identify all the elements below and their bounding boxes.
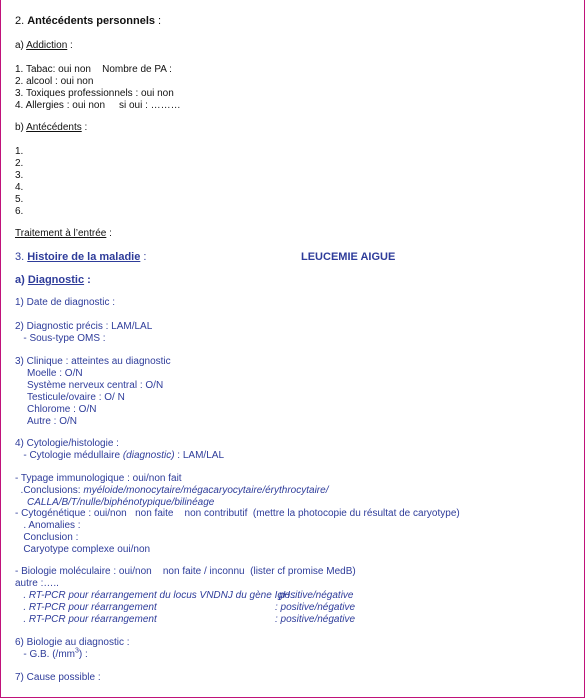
section-3-heading: 3. Histoire de la maladie : — [15, 251, 147, 263]
antecedents-heading: b) Antécédents : — [15, 122, 88, 133]
antecedents-item: 1. — [15, 146, 24, 157]
cytologie-medullaire: - Cytologie médullaire (diagnostic) : LAM/LAL — [15, 450, 224, 461]
clinique-item: Testicule/ovaire : O/ N — [27, 392, 125, 403]
date-diagnostic: 1) Date de diagnostic : — [15, 297, 116, 308]
traitement-heading: Traitement à l’entrée : — [15, 228, 112, 239]
antecedents-item: 3. — [15, 170, 24, 181]
addiction-item: 4. Allergies : oui non si oui : ……… — [15, 100, 181, 111]
immuno-conclusions-cont: CALLA/B/T/nulle/biphénotypique/bilinéage — [27, 497, 215, 508]
cytogenetique-anomalies: . Anomalies : — [15, 520, 81, 531]
antecedents-item: 5. — [15, 194, 24, 205]
biologie-moleculaire: - Biologie moléculaire : oui/non non faite / inconnu (lister cf promise MedB) — [15, 566, 356, 577]
cause-possible: 7) Cause possible : — [15, 672, 101, 683]
antecedents-item: 4. — [15, 182, 24, 193]
addiction-heading: a) Addiction : — [15, 40, 73, 51]
caryotype-complexe: Caryotype complexe oui/non — [15, 544, 151, 555]
rt-pcr-result: : positive/négative — [275, 602, 356, 613]
diagnostic-heading: a) Diagnostic : — [15, 274, 91, 286]
section-2-heading: 2. Antécédents personnels : — [15, 15, 162, 27]
addiction-item: 1. Tabac: oui non Nombre de PA : — [15, 64, 172, 75]
cytologie-heading: 4) Cytologie/histologie : — [15, 438, 119, 449]
immuno-conclusions: .Conclusions: myéloide/monocytaire/mégacaryocytaire/érythrocytaire/ — [15, 485, 329, 496]
rt-pcr-result: : positive/négative — [275, 614, 356, 625]
rt-pcr-label: . RT-PCR pour réarrangement — [15, 602, 157, 613]
biologie-autre: autre :….. — [15, 578, 59, 589]
globules-blancs: - G.B. $(/mm^3)$ : — [15, 647, 88, 660]
disease-title: LEUCEMIE AIGUE — [301, 251, 396, 263]
addiction-item: 2. alcool : oui non — [15, 76, 94, 87]
biologie-diagnostic: 6) Biologie au diagnostic : — [15, 637, 130, 648]
antecedents-item: 2. — [15, 158, 24, 169]
sous-type-oms: - Sous-type OMS : — [15, 333, 106, 344]
typage-immunologique: - Typage immunologique : oui/non fait — [15, 473, 182, 484]
antecedents-item: 6. — [15, 206, 24, 217]
cytogenetique: - Cytogénétique : oui/non non faite non contributif (mettre la photocopie du résultat de caryotype) — [15, 508, 460, 519]
clinique-heading: 3) Clinique : atteintes au diagnostic — [15, 356, 171, 367]
cytogenetique-conclusion: Conclusion : — [15, 532, 79, 543]
rt-pcr-label: . RT-PCR pour réarrangement du locus VNDNJ du gène IgH : — [15, 590, 296, 601]
rt-pcr-label: . RT-PCR pour réarrangement — [15, 614, 157, 625]
clinique-item: Autre : O/N — [27, 416, 78, 427]
clinique-item: Moelle : O/N — [27, 368, 83, 379]
clinique-item: Système nerveux central : O/N — [27, 380, 164, 391]
rt-pcr-result: positive/négative — [279, 590, 354, 601]
diagnostic-precis: 2) Diagnostic précis : LAM/LAL — [15, 321, 153, 332]
clinique-item: Chlorome : O/N — [27, 404, 97, 415]
addiction-item: 3. Toxiques professionnels : oui non — [15, 88, 174, 99]
